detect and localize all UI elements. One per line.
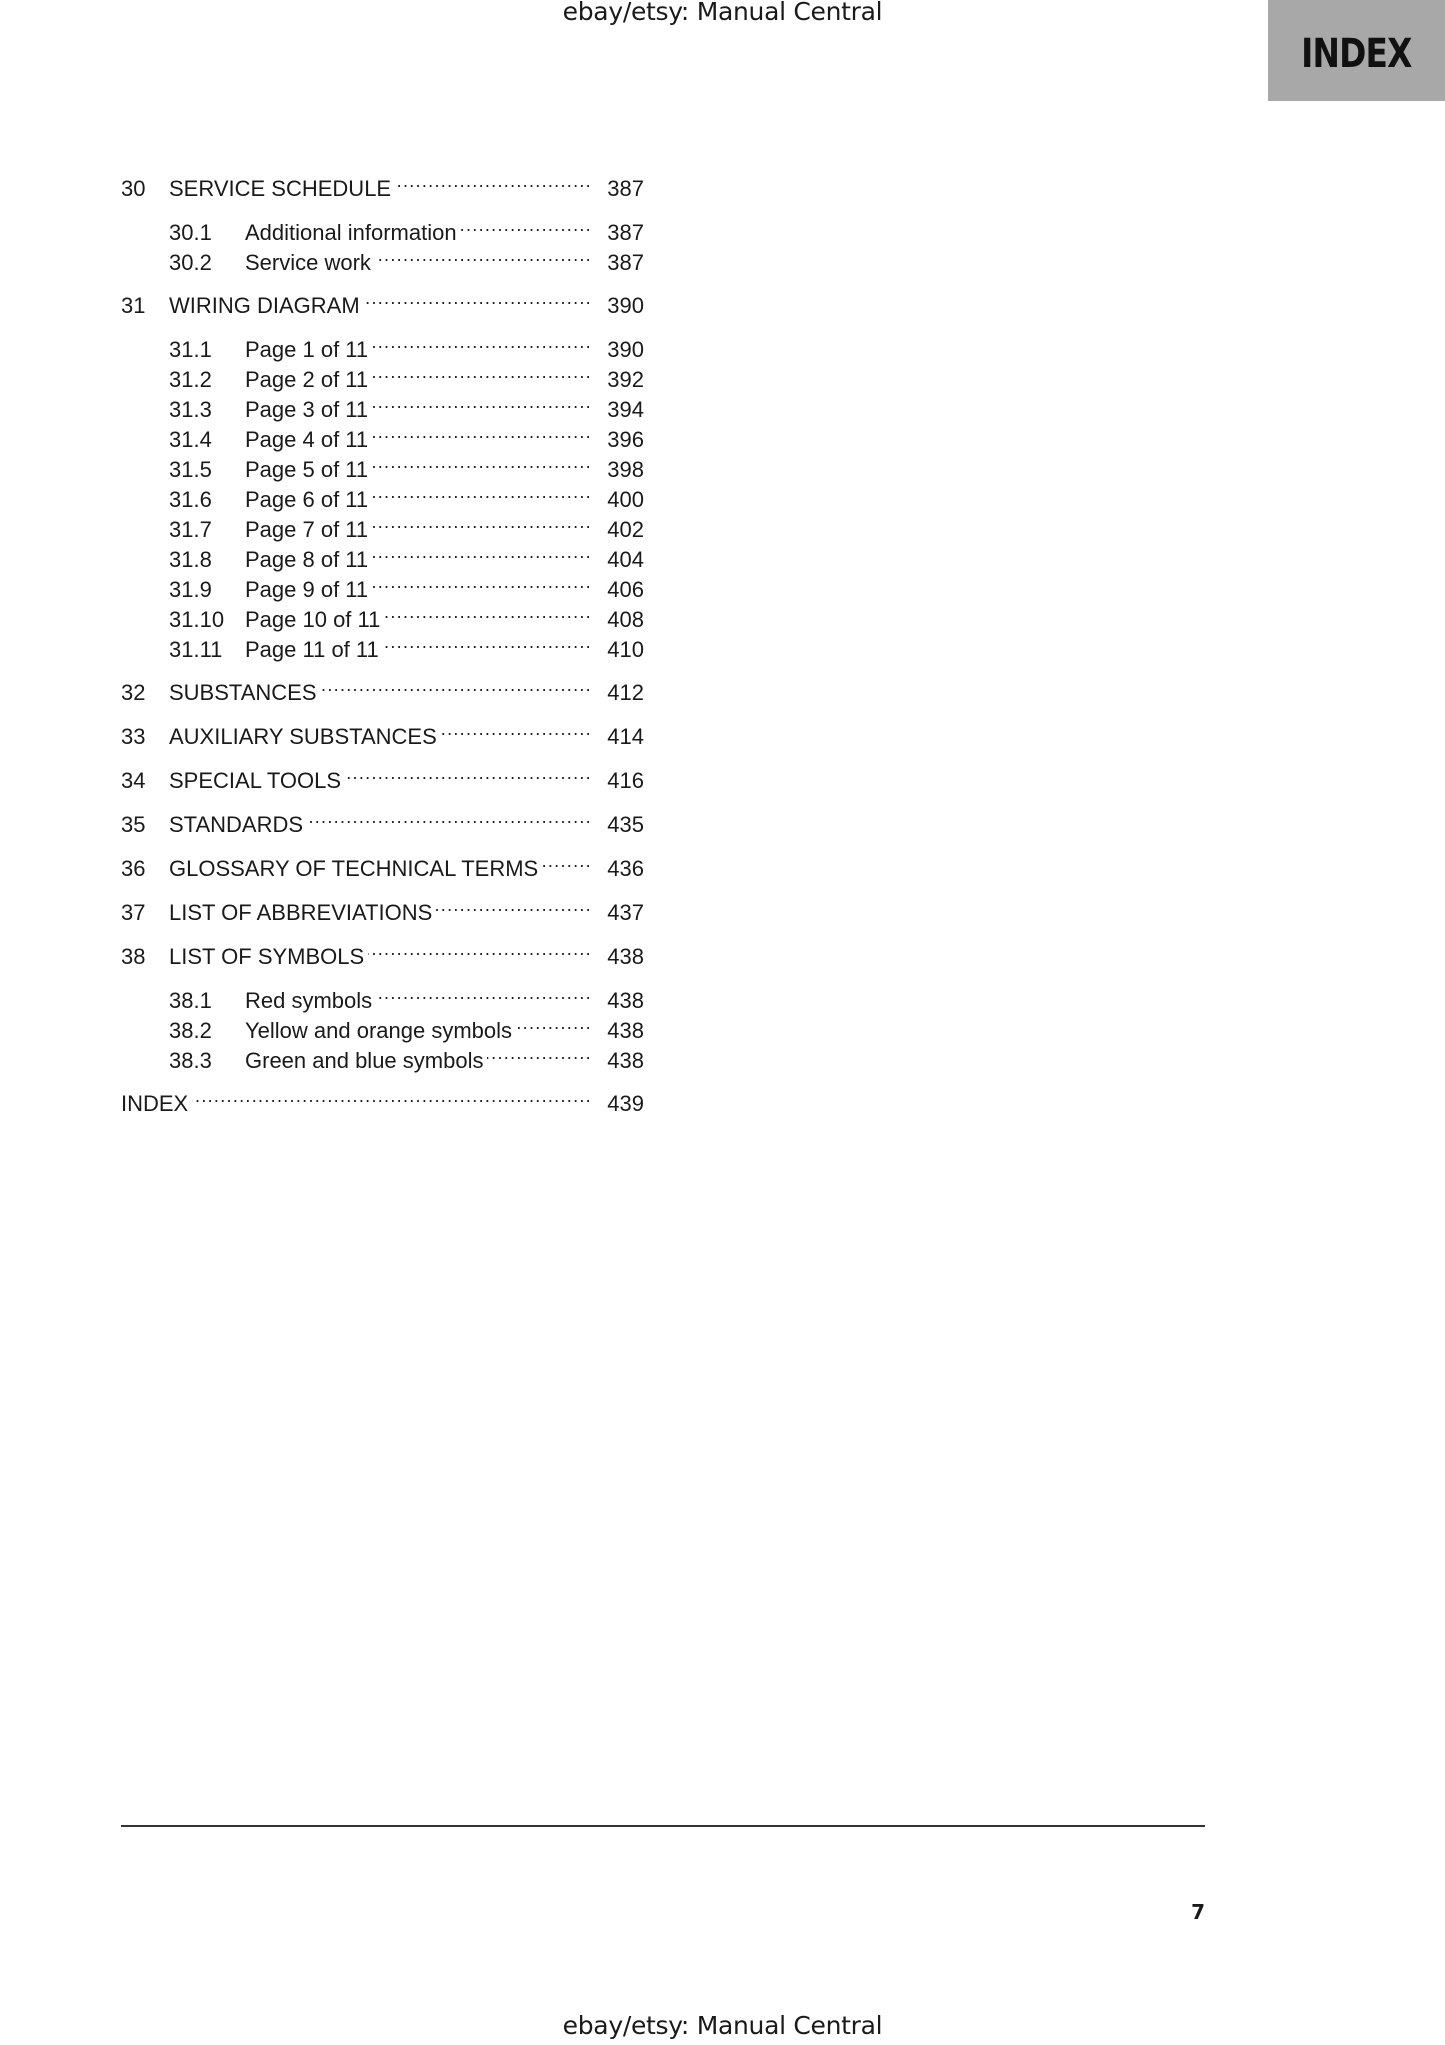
toc-entry-title: Page 6 of 11 [245,487,369,512]
toc-entry-title: Page 3 of 11 [245,397,369,422]
page-number: 7 [1191,1900,1205,1924]
toc-section-entry[interactable] [169,1038,644,1073]
toc-entry-page: 398 [607,457,644,482]
toc-entry-title: Page 5 of 11 [245,457,369,482]
toc-entry-number: 38.2 [169,1018,212,1043]
toc-entry-number: 36 [121,856,146,881]
toc-entry-number: 38 [121,944,146,969]
toc-entry-page: 404 [607,547,644,572]
toc-entry-title: Page 10 of 11 [245,607,381,632]
toc-entry-page: 437 [607,900,644,925]
toc-entry-number: 30.2 [169,250,212,275]
dot-leader [441,714,592,744]
toc-entry-page: 414 [607,724,644,749]
toc-entry-page: 387 [607,220,644,245]
toc-entry-page: 438 [607,944,644,969]
toc-entry-number: 35 [121,812,146,837]
toc-entry-title: WIRING DIAGRAM [169,293,360,318]
toc-entry-number: 31.5 [169,457,212,482]
toc-entry-number: 31.3 [169,397,212,422]
toc-section-entry[interactable] [169,507,644,542]
dot-leader [372,447,592,477]
toc-chapter-entry[interactable] [121,758,644,793]
toc-entry-title: LIST OF SYMBOLS [169,944,365,969]
toc-entry-title: Page 9 of 11 [245,577,369,602]
toc-section-entry[interactable] [169,327,644,362]
toc-section-entry[interactable] [169,210,644,245]
dot-leader [372,477,592,507]
toc-entry-title: STANDARDS [169,812,304,837]
dot-leader [542,846,592,876]
toc-entry-number: 30 [121,176,146,201]
toc-chapter-entry[interactable] [121,890,644,925]
toc-entry-number: 31.7 [169,517,212,542]
toc-entry-title: LIST OF ABBREVIATIONS [169,900,433,925]
dot-leader [364,283,592,313]
dot-leader [375,240,592,270]
toc-entry-number: 31 [121,293,146,318]
toc-entry-title: Additional information [245,220,457,245]
toc-entry-title: GLOSSARY OF TECHNICAL TERMS [169,856,539,881]
toc-entry-page: 406 [607,577,644,602]
toc-entry-title: SERVICE SCHEDULE [169,176,392,201]
toc-section-entry[interactable] [169,417,644,452]
dot-leader [372,567,592,597]
toc-entry-number: 38.1 [169,988,212,1013]
toc-entry-number: 34 [121,768,146,793]
toc-chapter-entry[interactable] [121,670,644,705]
toc-entry-title: Page 7 of 11 [245,517,369,542]
toc-entry-number: 33 [121,724,146,749]
dot-leader [376,978,592,1008]
toc-entry-number: 30.1 [169,220,212,245]
toc-entry-page: 387 [607,250,644,275]
toc-entry-page: 416 [607,768,644,793]
toc-section-entry[interactable] [169,477,644,512]
toc-entry-number: 38.3 [169,1048,212,1073]
toc-entry-page: 412 [607,680,644,705]
toc-entry-page: 438 [607,1048,644,1073]
dot-leader [307,802,592,832]
toc-entry-page: 392 [607,367,644,392]
toc-chapter-entry[interactable] [121,934,644,969]
dot-leader [461,210,592,240]
toc-entry-page: 408 [607,607,644,632]
toc-entry-title: SUBSTANCES [169,680,317,705]
section-tab-label: INDEX [1301,30,1412,77]
toc-section-entry[interactable] [169,387,644,422]
dot-leader [368,934,592,964]
toc-chapter-entry[interactable] [121,166,644,201]
dot-leader [372,537,592,567]
toc-index-entry[interactable] [121,1081,644,1116]
dot-leader [321,670,592,700]
dot-leader [372,387,592,417]
dot-leader [436,890,592,920]
toc-section-entry[interactable] [169,1008,644,1043]
dot-leader [384,597,592,627]
footer-divider [121,1825,1205,1827]
toc-entry-page: 390 [607,337,644,362]
toc-chapter-entry[interactable] [121,283,644,318]
toc-entry-page: 387 [607,176,644,201]
toc-entry-title: AUXILIARY SUBSTANCES [169,724,437,749]
dot-leader [372,507,592,537]
toc-entry-title: Red symbols [245,988,373,1013]
dot-leader [395,166,592,196]
toc-entry-title: Page 8 of 11 [245,547,369,572]
toc-entry-page: 438 [607,988,644,1013]
toc-entry-number: 32 [121,680,146,705]
toc-entry-number: 31.9 [169,577,212,602]
dot-leader [372,357,592,387]
dot-leader [372,327,592,357]
toc-section-entry[interactable] [169,537,644,572]
toc-entry-title: Page 11 of 11 [245,637,379,662]
toc-section-entry[interactable] [169,357,644,392]
toc-entry-page: 435 [607,812,644,837]
toc-entry-number: 31.10 [169,607,225,632]
toc-chapter-entry[interactable] [121,846,644,881]
toc-entry-number: 37 [121,900,146,925]
dot-leader [192,1081,592,1111]
toc-entry-number: 31.1 [169,337,212,362]
dot-leader [516,1008,592,1038]
toc-entry-page: 400 [607,487,644,512]
toc-entry-number: 31.6 [169,487,212,512]
dot-leader [345,758,592,788]
toc-entry-title: Yellow and orange symbols [245,1018,513,1043]
toc-entry-title: Service work [245,250,371,275]
toc-entry-number: 31.11 [169,637,223,662]
toc-entry-number: 31.4 [169,427,212,452]
toc-entry-title: Green and blue symbols [245,1048,484,1073]
toc-entry-title: Page 4 of 11 [245,427,369,452]
toc-entry-page: 390 [607,293,644,318]
toc-entry-title: INDEX [121,1091,189,1116]
toc-section-entry[interactable] [169,447,644,482]
toc-entry-page: 402 [607,517,644,542]
footer-watermark: ebay/etsy: Manual Central [562,2011,883,2040]
toc-chapter-entry[interactable] [121,714,644,749]
toc-entry-page: 394 [607,397,644,422]
dot-leader [372,417,592,447]
toc-section-entry[interactable] [169,627,644,662]
toc-chapter-entry[interactable] [121,802,644,837]
toc-entry-page: 396 [607,427,644,452]
toc-entry-page: 438 [607,1018,644,1043]
toc-section-entry[interactable] [169,978,644,1013]
toc-entry-title: Page 2 of 11 [245,367,369,392]
toc-entry-page: 436 [607,856,644,881]
section-tab [1268,0,1445,101]
toc-entry-title: Page 1 of 11 [245,337,369,362]
toc-entry-number: 31.8 [169,547,212,572]
toc-entry-page: 439 [607,1091,644,1116]
dot-leader [487,1038,592,1068]
header-watermark: ebay/etsy: Manual Central [562,0,883,26]
toc-section-entry[interactable] [169,597,644,632]
toc-entry-page: 410 [607,637,644,662]
toc-section-entry[interactable] [169,567,644,602]
dot-leader [383,627,592,657]
toc-section-entry[interactable] [169,240,644,275]
toc-entry-number: 31.2 [169,367,212,392]
toc-entry-title: SPECIAL TOOLS [169,768,342,793]
